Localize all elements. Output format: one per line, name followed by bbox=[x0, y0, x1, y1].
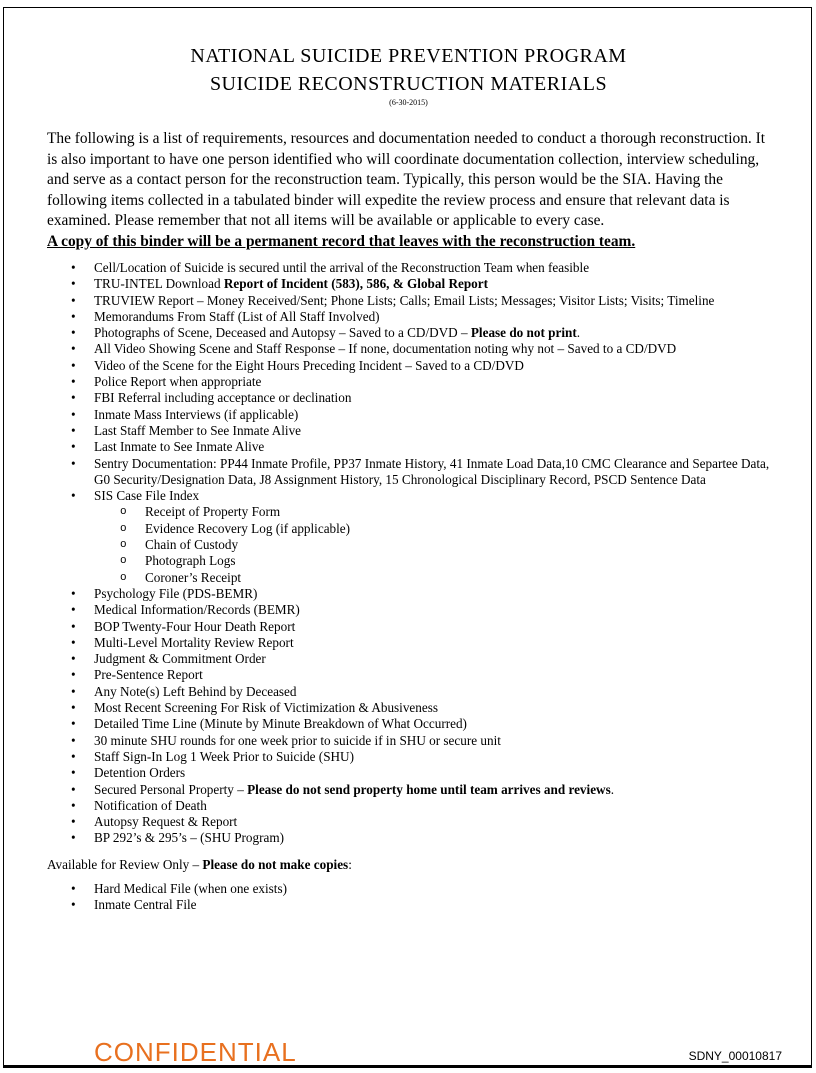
list-item bbox=[47, 635, 770, 651]
sub-list-item: o Receipt of Property Form bbox=[94, 504, 770, 520]
list-item-bold-text: Please do not send property home until team arrives and reviews bbox=[247, 781, 611, 797]
list-item bbox=[47, 798, 770, 814]
list-item bbox=[47, 488, 770, 586]
list-item-text: . bbox=[610, 781, 614, 797]
list-item bbox=[47, 423, 770, 439]
list-item bbox=[47, 341, 770, 357]
list-item bbox=[47, 390, 770, 406]
list-item bbox=[47, 619, 770, 635]
list-item bbox=[47, 667, 770, 683]
list-item bbox=[47, 782, 770, 798]
list-item bbox=[47, 684, 770, 700]
list-item-text: Pre-Sentence Report bbox=[94, 667, 203, 683]
title-line-2: SUICIDE RECONSTRUCTION MATERIALS bbox=[209, 73, 608, 95]
intro-emphasis: A copy of this binder will be a permanent record that leaves with the reconstruction team. bbox=[47, 232, 636, 250]
sub-list-item: o Coroner’s Receipt bbox=[94, 570, 770, 586]
list-item bbox=[47, 325, 770, 341]
list-item-text: Detention Orders bbox=[94, 765, 186, 781]
sub-list-item: o Chain of Custody bbox=[94, 537, 770, 553]
list-item bbox=[47, 358, 770, 374]
list-item-text: Last Inmate to See Inmate Alive bbox=[94, 439, 265, 455]
intro-paragraph bbox=[47, 129, 770, 252]
list-item-text: Notification of Death bbox=[94, 797, 207, 813]
list-item-bold-text: Report of Incident (583), 586, & Global Report bbox=[223, 276, 488, 292]
revision-date: (6-30-2015) bbox=[389, 98, 428, 107]
review-only-heading-bold: Please do not make copies bbox=[202, 856, 349, 872]
list-item-text: Medical Information/Records (BEMR) bbox=[94, 602, 300, 618]
list-item-text: Sentry Documentation: PP44 Inmate Profile, PP37 Inmate History, 41 Inmate Load Data,10 CMC Clearance and Separtee Data, G0 Security/Designation Data, J8 Assignment History, 15 Chronological Disciplinary Record, PSCD Sentence Data bbox=[94, 455, 770, 487]
list-item-text: Judgment & Commitment Order bbox=[94, 651, 266, 667]
list-item-text: Photographs of Scene, Deceased and Autopsy – Saved to a CD/DVD – bbox=[94, 325, 471, 341]
list-item-text: Autopsy Request & Report bbox=[94, 814, 238, 830]
list-item-text: . bbox=[576, 325, 581, 341]
document-content bbox=[47, 0, 770, 914]
title-line-1: NATIONAL SUICIDE PREVENTION PROGRAM bbox=[190, 45, 627, 67]
list-item bbox=[47, 733, 770, 749]
sub-list-item: o Photograph Logs bbox=[94, 553, 770, 569]
review-only-heading-colon: : bbox=[348, 856, 352, 872]
review-only-heading bbox=[47, 857, 770, 873]
list-item-text: Detailed Time Line (Minute by Minute Breakdown of What Occurred) bbox=[94, 716, 467, 732]
list-item bbox=[47, 407, 770, 423]
list-item bbox=[47, 651, 770, 667]
list-item-text: Video of the Scene for the Eight Hours Preceding Incident – Saved to a CD/DVD bbox=[94, 357, 524, 373]
review-only-list bbox=[47, 881, 770, 914]
list-item bbox=[47, 830, 770, 846]
list-item-text: All Video Showing Scene and Staff Response – If none, documentation noting why not – Saved to a CD/DVD bbox=[94, 341, 677, 357]
list-item bbox=[47, 814, 770, 830]
confidential-stamp: CONFIDENTIAL bbox=[94, 1037, 297, 1067]
list-item-text: 30 minute SHU rounds for one week prior to suicide if in SHU or secure unit bbox=[94, 732, 501, 748]
list-item-text: Last Staff Member to See Inmate Alive bbox=[94, 422, 302, 438]
bates-number: SDNY_00010817 bbox=[688, 1049, 782, 1063]
list-item bbox=[47, 456, 770, 489]
list-item-text: Any Note(s) Left Behind by Deceased bbox=[94, 683, 297, 699]
requirements-list bbox=[47, 260, 770, 847]
list-item-text: Psychology File (PDS-BEMR) bbox=[94, 585, 258, 601]
list-item bbox=[47, 260, 770, 276]
list-item bbox=[47, 602, 770, 618]
document-header bbox=[47, 42, 770, 108]
list-item-text: FBI Referral including acceptance or declination bbox=[94, 390, 352, 406]
list-item-text: BP 292’s & 295’s – (SHU Program) bbox=[94, 830, 285, 846]
intro-text: The following is a list of requirements, resources and documentation needed to conduct a thorough reconstruction. It is also important to have one person identified who will coordinate documentation collection, interview scheduling, and serve as a contact person for the reconstruction team. Typically, this person would be the SIA. Having the following items collected in a tabulated binder will expedite the review process and ensure that relevant data is examined. Please remember that not all items will be available or applicable to every case. bbox=[47, 130, 766, 229]
list-item-text: TRU-INTEL Download bbox=[94, 276, 224, 292]
list-item bbox=[47, 586, 770, 602]
list-item-text: Inmate Central File bbox=[94, 897, 197, 913]
list-item bbox=[47, 374, 770, 390]
list-item bbox=[47, 716, 770, 732]
review-only-heading-text: Available for Review Only – bbox=[47, 856, 203, 872]
list-item bbox=[47, 309, 770, 325]
list-item-text: Inmate Mass Interviews (if applicable) bbox=[94, 406, 299, 422]
list-item bbox=[47, 881, 770, 897]
list-item bbox=[47, 749, 770, 765]
list-item-text: TRUVIEW Report – Money Received/Sent; Phone Lists; Calls; Email Lists; Messages; Visitor Lists; Visits; Timeline bbox=[94, 292, 715, 308]
sub-list bbox=[94, 504, 770, 585]
list-item-text: Police Report when appropriate bbox=[94, 374, 262, 390]
list-item bbox=[47, 700, 770, 716]
list-item-text: BOP Twenty-Four Hour Death Report bbox=[94, 618, 296, 634]
list-item-text: Most Recent Screening For Risk of Victimization & Abusiveness bbox=[94, 700, 439, 716]
list-item-text: SIS Case File Index bbox=[94, 488, 200, 504]
list-item bbox=[47, 439, 770, 455]
list-item-text: Cell/Location of Suicide is secured until the arrival of the Reconstruction Team when feasible bbox=[94, 260, 590, 275]
list-item-text: Staff Sign-In Log 1 Week Prior to Suicide (SHU) bbox=[94, 748, 354, 764]
list-item-text: Secured Personal Property – bbox=[94, 781, 248, 797]
list-item-text: Multi-Level Mortality Review Report bbox=[94, 634, 294, 650]
sub-list-item: o Evidence Recovery Log (if applicable) bbox=[94, 521, 770, 537]
list-item bbox=[47, 897, 770, 913]
list-item-text: Memorandums From Staff (List of All Staff Involved) bbox=[94, 308, 380, 324]
list-item-bold-text: Please do not print bbox=[470, 325, 577, 341]
list-item-text: Hard Medical File (when one exists) bbox=[94, 880, 287, 896]
list-item bbox=[47, 765, 770, 781]
list-item bbox=[47, 276, 770, 292]
list-item bbox=[47, 293, 770, 309]
